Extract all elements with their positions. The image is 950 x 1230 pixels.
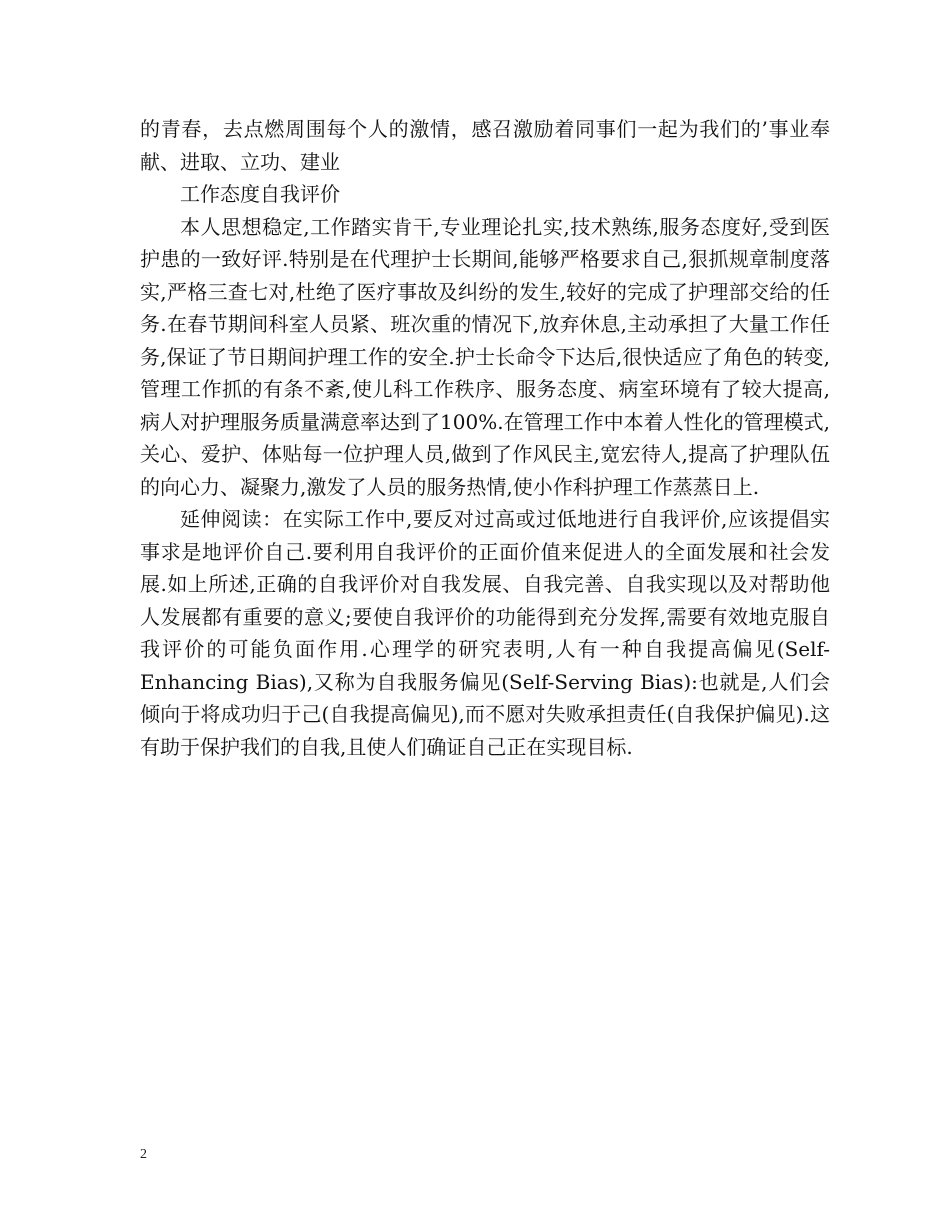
section-heading: 工作态度自我评价 — [180, 182, 340, 206]
paragraph-extended-reading: 延伸阅读：在实际工作中,要反对过高或过低地进行自我评价,应该提倡实事求是地评价自己.要利用自我评价的正面价值来促进人的全面发展和社会发展.如上所述,正确的自我评价对自我发展、自我完善、自我实现以及对帮助他人发展都有重要的意义;要使自我评价的功能得到充分发挥,需要有效地克服自我评价的可能负面作用.心理学的研究表明,人有一种自我提高偏见(Self- Enhancing Bias),又称为自我服务偏见(Self-Serving Bias):也就是,人们会倾向于将成功归于己(自我提高偏见),而不愿对失败承担责任(自我保护偏见).这有助于保护我们的自我,且使人们确证自己正在实现目标. — [140, 507, 830, 759]
page-number: 2 — [140, 1147, 147, 1162]
document-body — [140, 113, 830, 763]
paragraph-continuation: 的青春，去点燃周围每个人的激情，感召激励着同事们一起为我们的’事业奉献、进取、立功、建业 — [140, 117, 830, 174]
paragraph-self-evaluation: 本人思想稳定,工作踏实肯干,专业理论扎实,技术熟练,服务态度好,受到医护患的一致好评.特别是在代理护士长期间,能够严格要求自己,狠抓规章制度落实,严格三查七对,杜绝了医疗事故及纠纷的发生,较好的完成了护理部交给的任务.在春节期间科室人员紧、班次重的情况下,放弃休息,主动承担了大量工作任务,保证了节日期间护理工作的安全.护士长命令下达后,很快适应了角色的转变,管理工作抓的有条不紊,使儿科工作秩序、服务态度、病室环境有了较大提高,病人对护理服务质量满意率达到了100%.在管理工作中本着人性化的管理模式,关心、爱护、体贴每一位护理人员,做到了作风民主,宽宏待人,提高了护理队伍的向心力、凝聚力,激发了人员的服务热情,使小作科护理工作蒸蒸日上. — [140, 214, 830, 499]
